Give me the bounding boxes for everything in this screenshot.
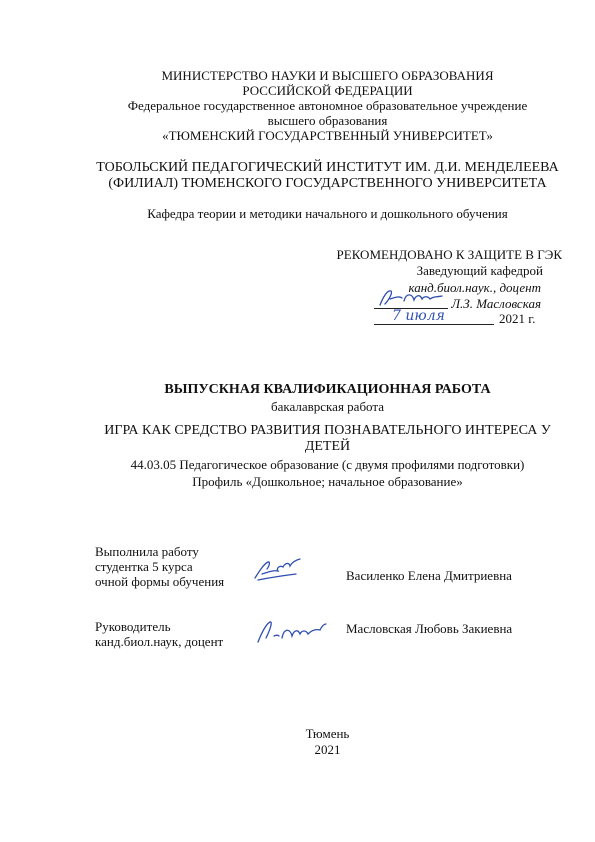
- ministry-line-1: МИНИСТЕРСТВО НАУКИ И ВЫСШЕГО ОБРАЗОВАНИЯ: [161, 68, 494, 83]
- institute-line-1: ТОБОЛЬСКИЙ ПЕДАГОГИЧЕСКИЙ ИНСТИТУТ ИМ. Д.И. МЕНДЕЛЕЕВА: [96, 160, 559, 175]
- student-label-1: Выполнила работу: [95, 544, 199, 559]
- student-label-3: очной формы обучения: [95, 574, 225, 589]
- work-specialty: 44.03.05 Педагогическое образование (с двумя профилями подготовки): [130, 457, 525, 472]
- institution-type-line-2: высшего образования: [267, 113, 388, 128]
- footer-city: Тюмень: [305, 726, 350, 741]
- institution-type-line-1: Федеральное государственное автономное образовательное учреждение: [127, 98, 528, 113]
- approval-title: РЕКОМЕНДОВАНО К ЗАЩИТЕ В ГЭК: [336, 247, 562, 262]
- footer-year: 2021: [314, 742, 341, 757]
- department-name: Кафедра теории и методики начального и дошкольного обучения: [147, 206, 508, 221]
- approval-year: 2021 г.: [499, 311, 536, 326]
- student-signature-icon: [252, 556, 304, 584]
- supervisor-name: Масловская Любовь Закиевна: [346, 621, 513, 636]
- work-type: ВЫПУСКНАЯ КВАЛИФИКАЦИОННАЯ РАБОТА: [164, 382, 491, 397]
- university-name: «ТЮМЕНСКИЙ ГОСУДАРСТВЕННЫЙ УНИВЕРСИТЕТ»: [162, 128, 493, 143]
- approval-degree: канд.биол.наук., доцент: [408, 280, 541, 295]
- student-label-2: студентка 5 курса: [95, 559, 193, 574]
- supervisor-label-1: Руководитель: [95, 619, 171, 634]
- work-subtype: бакалаврская работа: [271, 399, 384, 414]
- work-topic-line-1: ИГРА КАК СРЕДСТВО РАЗВИТИЯ ПОЗНАВАТЕЛЬНОГО ИНТЕРЕСА У: [104, 423, 551, 438]
- work-topic-line-2: ДЕТЕЙ: [304, 439, 351, 454]
- approval-date-handwritten: 7 июля: [392, 308, 445, 324]
- approval-signer: Л.З. Масловская: [451, 296, 541, 311]
- approval-date-line: [374, 324, 494, 325]
- ministry-line-2: РОССИЙСКОЙ ФЕДЕРАЦИИ: [242, 83, 413, 98]
- student-name: Василенко Елена Дмитриевна: [346, 568, 512, 583]
- supervisor-signature-icon: [254, 618, 328, 646]
- approval-role: Заведующий кафедрой: [416, 263, 543, 278]
- work-profile: Профиль «Дошкольное; начальное образование»: [192, 474, 463, 489]
- institute-line-2: (ФИЛИАЛ) ТЮМЕНСКОГО ГОСУДАРСТВЕННОГО УНИВЕРСИТЕТА: [108, 176, 547, 191]
- head-signature-icon: [376, 287, 448, 309]
- supervisor-label-2: канд.биол.наук, доцент: [95, 634, 224, 649]
